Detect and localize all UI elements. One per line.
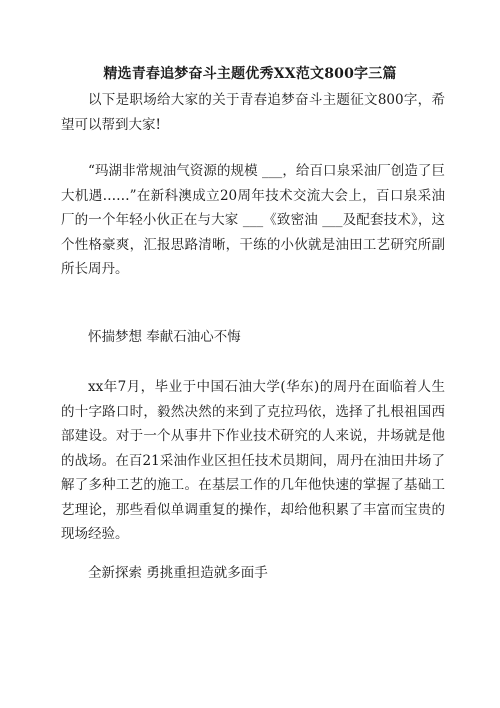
section-heading-1: 怀揣梦想 奉献石油心不悔 xyxy=(88,329,241,345)
document-title: 精选青春追梦奋斗主题优秀XX范文800字三篇 xyxy=(103,66,397,82)
intro-paragraph: 以下是职场给大家的关于青春追梦奋斗主题征文800字，希望可以帮到大家! xyxy=(61,92,445,133)
body-paragraph-2: xx年7月，毕业于中国石油大学(华东)的周丹在面临着人生的十字路口时，毅然决然的来到了克拉玛依，选择了扎根祖国西部建设。对于一个从事井下作业技术研究的人来说，井场就是他的战场。在百21采油作业区担任技术员期间，周丹在油田井场了解了多种工艺的施工。在基层工作的几年他快速的掌握了基础工艺理论，那些看似单调重复的操作，却给他积累了丰富而宝贵的现场经验。 xyxy=(61,379,445,542)
section-heading-2: 全新探索 勇挑重担造就多面手 xyxy=(88,565,268,581)
body-paragraph-1: “玛湖非常规油气资源的规模 ___，给百口泉采油厂创造了巨大机遇……”在新科澳成立20周年技术交流大会上，百口泉采油厂的一个年轻小伙正在与大家 ___《致密油 ___及配套技术》，这个性格豪爽，汇报思路清晰，干练的小伙就是油田工艺研究所副所长周丹。 xyxy=(61,163,445,277)
